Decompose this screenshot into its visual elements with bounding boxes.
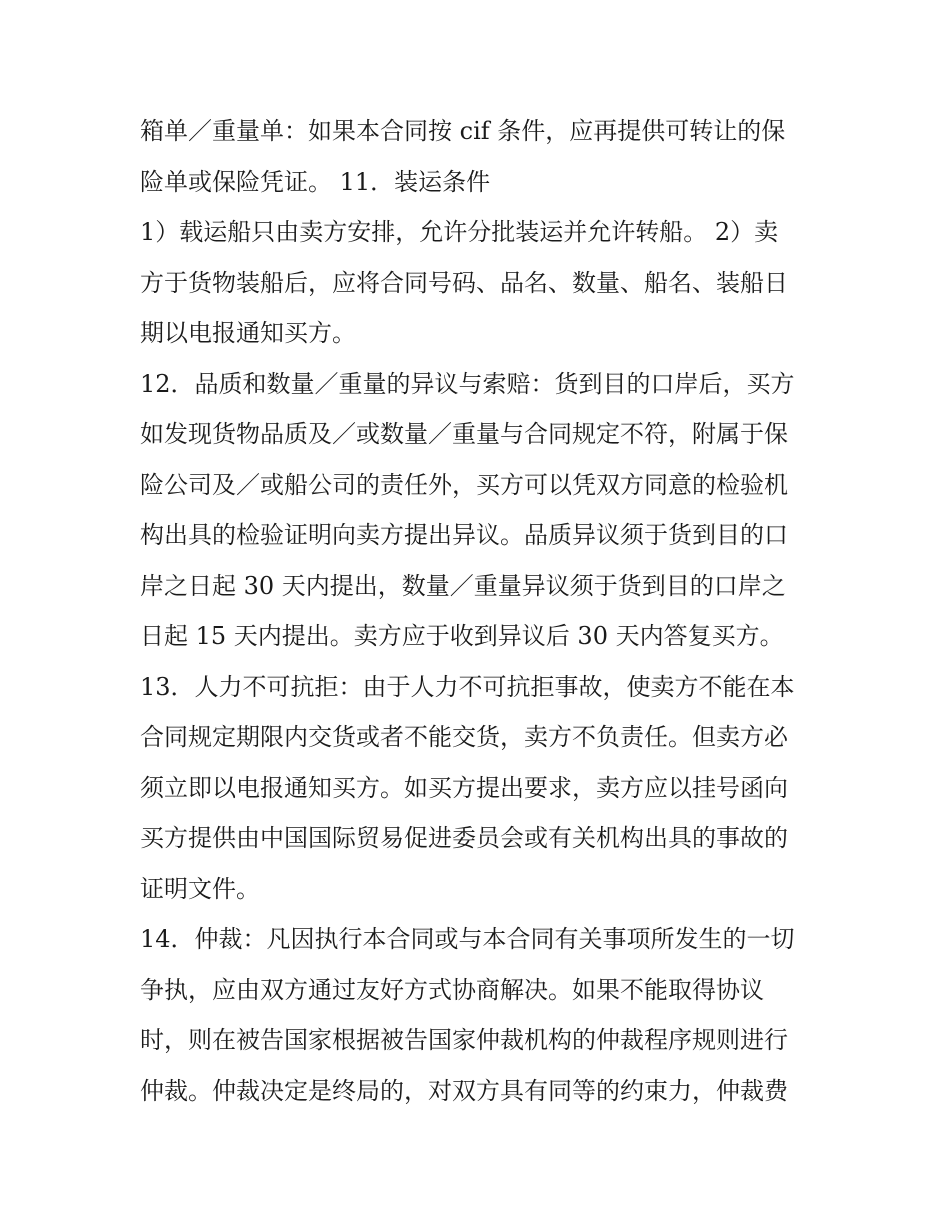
text-line: 箱单／重量单：如果本合同按 cif 条件，应再提供可转让的保 <box>140 117 786 145</box>
text-line: 岸之日起 30 天内提出，数量／重量异议须于货到目的口岸之 <box>140 571 786 600</box>
text-line: 争执，应由双方通过友好方式协商解决。如果不能取得协议 <box>140 975 764 1004</box>
text-line: 险单或保险凭证。 11．装运条件 <box>140 167 491 196</box>
text-line: 方于货物装船后，应将合同号码、品名、数量、船名、装船日 <box>140 268 788 297</box>
text-line: 仲裁。仲裁决定是终局的，对双方具有同等的约束力，仲裁费 <box>140 1076 788 1105</box>
text-line: 14．仲裁：凡因执行本合同或与本合同有关事项所发生的一切 <box>140 925 795 953</box>
text-line: 合同规定期限内交货或者不能交货，卖方不负责任。但卖方必 <box>140 723 788 751</box>
text-line: 构出具的检验证明向卖方提出异议。品质异议须于货到目的口 <box>140 521 788 549</box>
text-line: 期以电报通知买方。 <box>140 319 356 347</box>
contract-body-text <box>140 106 820 1116</box>
text-line: 买方提供由中国国际贸易促进委员会或有关机构出具的事故的 <box>140 824 788 852</box>
text-line: 13．人力不可抗拒：由于人力不可抗拒事故，使卖方不能在本 <box>140 672 795 701</box>
text-line: 日起 15 天内提出。卖方应于收到异议后 30 天内答复买方。 <box>140 622 784 650</box>
text-line: 时，则在被告国家根据被告国家仲裁机构的仲裁程序规则进行 <box>140 1026 788 1054</box>
text-line: 须立即以电报通知买方。如买方提出要求，卖方应以挂号函向 <box>140 773 788 802</box>
text-line: 如发现货物品质及／或数量／重量与合同规定不符，附属于保 <box>140 420 788 448</box>
text-line: 1）载运船只由卖方安排，允许分批装运并允许转船。 2）卖 <box>140 218 779 246</box>
text-line: 险公司及／或船公司的责任外，买方可以凭双方同意的检验机 <box>140 470 788 499</box>
text-line: 证明文件。 <box>140 874 260 903</box>
text-line: 12．品质和数量／重量的异议与索赔：货到目的口岸后，买方 <box>140 369 795 398</box>
